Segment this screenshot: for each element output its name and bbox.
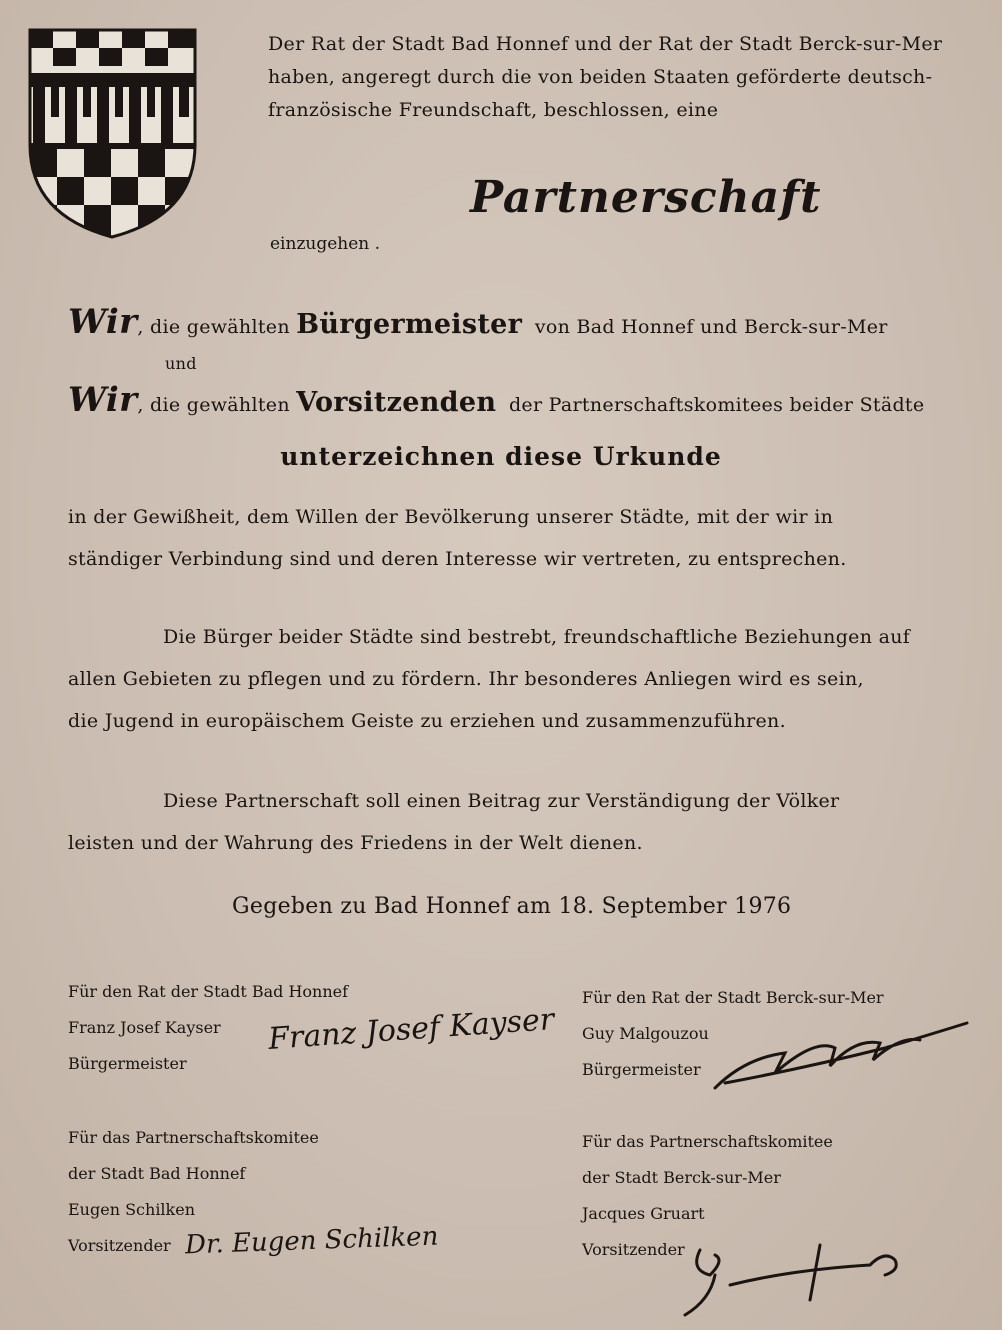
signatory-title: Vorsitzender <box>68 1236 171 1255</box>
signature-heading: Für das Partnerschaftskomitee <box>582 1132 833 1151</box>
paragraph-line: in der Gewißheit, dem Willen der Bevölkerung unserer Städte, mit der wir in <box>68 506 834 528</box>
intro-text: Der Rat der Stadt Bad Honnef und der Rat der Stadt Berck-sur-Mer haben, angeregt durch die von beiden Staaten geförderte deutsch-französische Freundschaft, beschlossen, eine <box>268 33 943 121</box>
wir-mayors-line <box>68 302 888 342</box>
signatory-name: Jacques Gruart <box>582 1204 705 1223</box>
mayors-word: Bürgermeister <box>296 309 523 340</box>
wir-post: der Partnerschaftskomitees beider Städte <box>508 394 925 416</box>
paragraph-1 <box>68 496 847 580</box>
paragraph-line: ständiger Verbindung sind und deren Interesse wir vertreten, zu entsprechen. <box>68 548 847 570</box>
handwritten-signature <box>705 1018 975 1098</box>
wir-initial: Wir <box>68 302 138 342</box>
handwritten-signature: Dr. Eugen Schilken <box>184 1221 439 1261</box>
handwritten-signature: Franz Josef Kayser <box>267 1002 556 1057</box>
paragraph-line: die Jugend in europäischem Geiste zu erziehen und zusammenzuführen. <box>68 710 786 732</box>
signatory-name: Franz Josef Kayser <box>68 1018 221 1037</box>
und-text: und <box>165 354 197 373</box>
signatory-title: Bürgermeister <box>68 1054 187 1073</box>
document-title: Partnerschaft <box>470 172 822 223</box>
coat-of-arms-icon <box>25 25 200 240</box>
wir-initial: Wir <box>68 380 138 420</box>
signature-heading: Für den Rat der Stadt Bad Honnef <box>68 982 349 1001</box>
signature-heading: Für den Rat der Stadt Berck-sur-Mer <box>582 988 884 1007</box>
paragraph-2 <box>68 616 910 742</box>
paragraph-line: allen Gebieten zu pflegen und zu fördern. Ihr besonderes Anliegen wird es sein, <box>68 668 864 690</box>
wir-pre: , die gewählten <box>137 394 290 416</box>
wir-pre: , die gewählten <box>137 316 290 338</box>
signature-heading: der Stadt Berck-sur-Mer <box>582 1168 781 1187</box>
signatory-name: Eugen Schilken <box>68 1200 196 1219</box>
eingehen-text: einzugehen . <box>270 234 381 254</box>
given-date: Gegeben zu Bad Honnef am 18. September 1976 <box>232 894 792 919</box>
wir-post: von Bad Honnef und Berck-sur-Mer <box>534 316 888 338</box>
paragraph-line: Die Bürger beider Städte sind bestrebt, freundschaftliche Beziehungen auf <box>163 626 911 648</box>
signature-heading: der Stadt Bad Honnef <box>68 1164 246 1183</box>
handwritten-signature <box>670 1230 930 1320</box>
chairs-word: Vorsitzenden <box>296 387 497 418</box>
signature-heading: Für das Partnerschaftskomitee <box>68 1128 319 1147</box>
sign-statement: unterzeichnen diese Urkunde <box>280 442 722 471</box>
paragraph-3 <box>68 780 839 864</box>
paragraph-line: Diese Partnerschaft soll einen Beitrag zur Verständigung der Völker <box>163 790 840 812</box>
paragraph-line: leisten und der Wahrung des Friedens in der Welt dienen. <box>68 832 643 854</box>
signatory-title: Vorsitzender <box>582 1240 685 1259</box>
signatory-title: Bürgermeister <box>582 1060 701 1079</box>
signatory-name: Guy Malgouzou <box>582 1024 709 1043</box>
wir-chairs-line <box>68 380 924 420</box>
